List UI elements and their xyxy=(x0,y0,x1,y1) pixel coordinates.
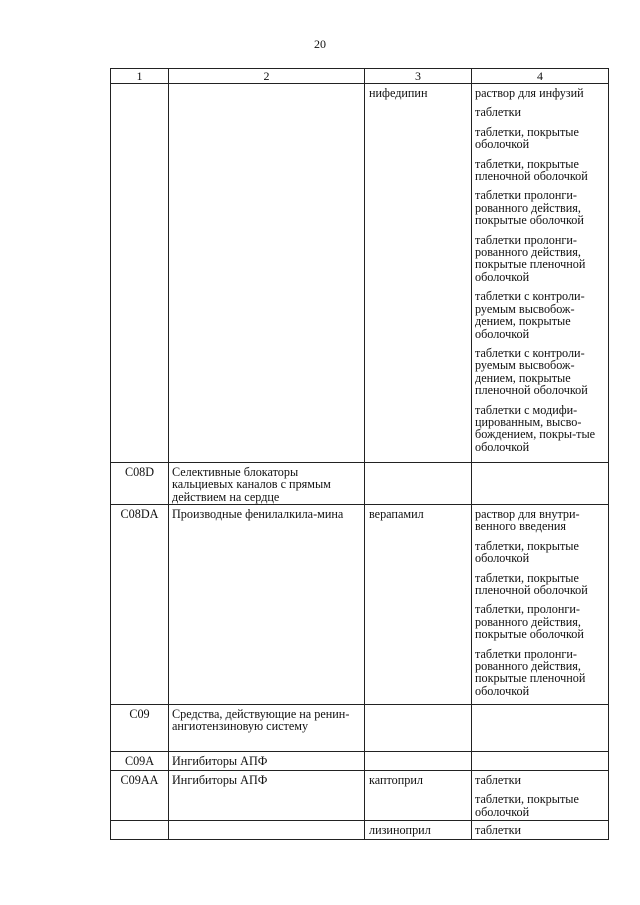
dosage-forms-cell xyxy=(472,505,609,705)
table-row xyxy=(111,771,609,821)
dosage-forms-cell xyxy=(472,752,609,771)
page-number: 20 xyxy=(314,37,326,51)
atc-code-cell: C09AA xyxy=(111,771,169,821)
dosage-form: таблетки, покрытые пленочной оболочкой xyxy=(475,156,588,184)
dosage-form: таблетки, покрытые оболочкой xyxy=(475,792,579,819)
dosage-forms-cell xyxy=(472,463,609,505)
group-cell: Ингибиторы АПФ xyxy=(169,752,365,771)
dosage-forms-cell xyxy=(472,821,609,839)
dosage-form: таблетки, пролонги-рованного действия, покрытые оболочкой xyxy=(475,602,584,642)
dosage-form: таблетки с модифи-цированным, высво-бождением, покры-тые оболочкой xyxy=(475,402,596,454)
atc-code-cell xyxy=(111,821,169,839)
table-row xyxy=(111,463,609,505)
column-header: 3 xyxy=(365,69,472,84)
drug-name-cell: каптоприл xyxy=(365,771,472,821)
dosage-form: таблетки пролонги-рованного действия, покрытые оболочкой xyxy=(475,188,584,228)
column-header: 1 xyxy=(111,69,169,84)
dosage-forms-cell xyxy=(472,84,609,463)
table-row xyxy=(111,752,609,771)
atc-code-cell xyxy=(111,84,169,463)
dosage-form: таблетки с контроли-руемым высвобож-дением, покрытые пленочной оболочкой xyxy=(475,345,588,398)
dosage-form: таблетки, покрытые оболочкой xyxy=(475,538,579,566)
dosage-form: таблетки xyxy=(475,105,522,120)
table-header-row xyxy=(111,69,609,84)
drug-name-cell: нифедипин xyxy=(365,84,472,463)
drug-name-cell: лизиноприл xyxy=(365,821,472,839)
dosage-form: таблетки пролонги-рованного действия, покрытые пленочной оболочкой xyxy=(475,232,586,284)
group-cell: Селективные блокаторы кальциевых каналов с прямым действием на сердце xyxy=(169,463,365,505)
drug-name-cell xyxy=(365,463,472,505)
group-cell: Производные фенилалкила-мина xyxy=(169,505,365,705)
drug-name-cell xyxy=(365,705,472,752)
group-cell xyxy=(169,821,365,839)
dosage-form: таблетки, покрытые пленочной оболочкой xyxy=(475,570,588,598)
drug-name-cell xyxy=(365,752,472,771)
group-cell: Средства, действующие на ренин-ангиотензиновую систему xyxy=(169,705,365,752)
table-row xyxy=(111,821,609,839)
dosage-form: таблетки с контроли-руемым высвобож-дением, покрытые оболочкой xyxy=(475,289,585,341)
atc-code-cell: C09A xyxy=(111,752,169,771)
atc-code-cell: C08DA xyxy=(111,505,169,705)
group-cell xyxy=(169,84,365,463)
table-row xyxy=(111,705,609,752)
dosage-forms-cell xyxy=(472,771,609,821)
dosage-form: таблетки xyxy=(475,823,522,838)
drug-table xyxy=(110,68,609,840)
column-header: 4 xyxy=(472,69,609,84)
dosage-form: таблетки, покрытые оболочкой xyxy=(475,124,579,152)
dosage-form: таблетки xyxy=(475,773,522,787)
atc-code-cell: C08D xyxy=(111,463,169,505)
dosage-form: раствор для внутри-венного введения xyxy=(475,507,580,534)
drug-name-cell: верапамил xyxy=(365,505,472,705)
column-header: 2 xyxy=(169,69,365,84)
group-cell: Ингибиторы АПФ xyxy=(169,771,365,821)
dosage-form: раствор для инфузий xyxy=(475,86,584,100)
table-row xyxy=(111,84,609,463)
dosage-form: таблетки пролонги-рованного действия, покрытые пленочной оболочкой xyxy=(475,646,586,698)
table-row xyxy=(111,505,609,705)
atc-code-cell: C09 xyxy=(111,705,169,752)
dosage-forms-cell xyxy=(472,705,609,752)
